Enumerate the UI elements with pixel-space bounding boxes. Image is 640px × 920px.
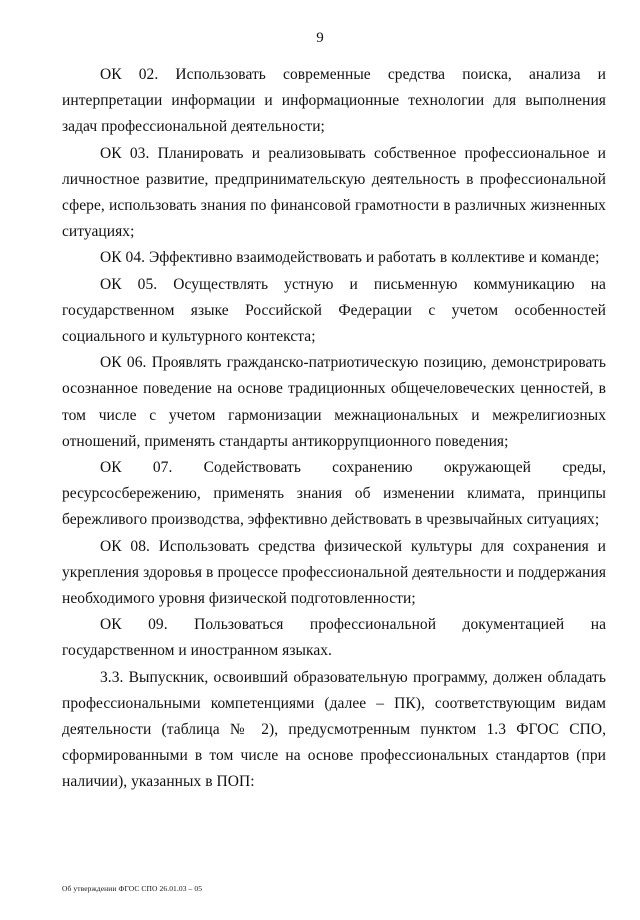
paragraph-ok-02: ОК 02. Использовать современные средства поиска, анализа и интерпретации информации и информационные технологии для выполнения задач профессиональной деятельности; [62,66,606,136]
paragraph-ok-09: ОК 09. Пользоваться профессиональной документацией на государственном и иностранном языках. [62,616,606,660]
paragraph-ok-03: ОК 03. Планировать и реализовывать собственное профессиональное и личностное развитие, предпринимательскую деятельность в профессиональной сфере, использовать знания по финансовой грамотности в различных жизненных ситуациях; [62,144,606,241]
paragraph-ok-04: ОК 04. Эффективно взаимодействовать и работать в коллективе и команде; [100,249,600,267]
paragraph-ok-08: ОК 08. Использовать средства физической культуры для сохранения и укрепления здоровья в процессе профессиональной деятельности и поддержания необходимого уровня физической подготовленности; [62,537,606,608]
page-number: 9 [316,30,324,46]
paragraph-3-3: 3.3. Выпускник, освоивший образовательную программу, должен обладать профессиональными компетенциями (далее – ПК), соответствующим видам деятельности (таблица № 2), предусмотренным пунктом 1.3 ФГОС СПО, сформированными в том числе на основе профессиональных стандартов (при наличии), указанных в ПОП: [62,668,606,791]
document-body [62,62,606,796]
document-footer: Об утверждении ФГОС СПО 26.01.03 – 05 [62,884,203,893]
paragraph-ok-05: ОК 05. Осуществлять устную и письменную коммуникацию на государственном языке Российской Федерации с учетом особенностей социального и культурного контекста; [62,275,606,346]
paragraph-ok-07: ОК 07. Содействовать сохранению окружающей среды, ресурсосбережению, применять знания об изменении климата, принципы бережливого производства, эффективно действовать в чрезвычайных ситуациях; [62,459,606,529]
paragraph-ok-06: ОК 06. Проявлять гражданско-патриотическую позицию, демонстрировать осознанное поведение на основе традиционных общечеловеческих ценностей, в том числе с учетом гармонизации межнациональных и межрелигиозных отношений, применять стандарты антикоррупционного поведения; [62,354,606,450]
